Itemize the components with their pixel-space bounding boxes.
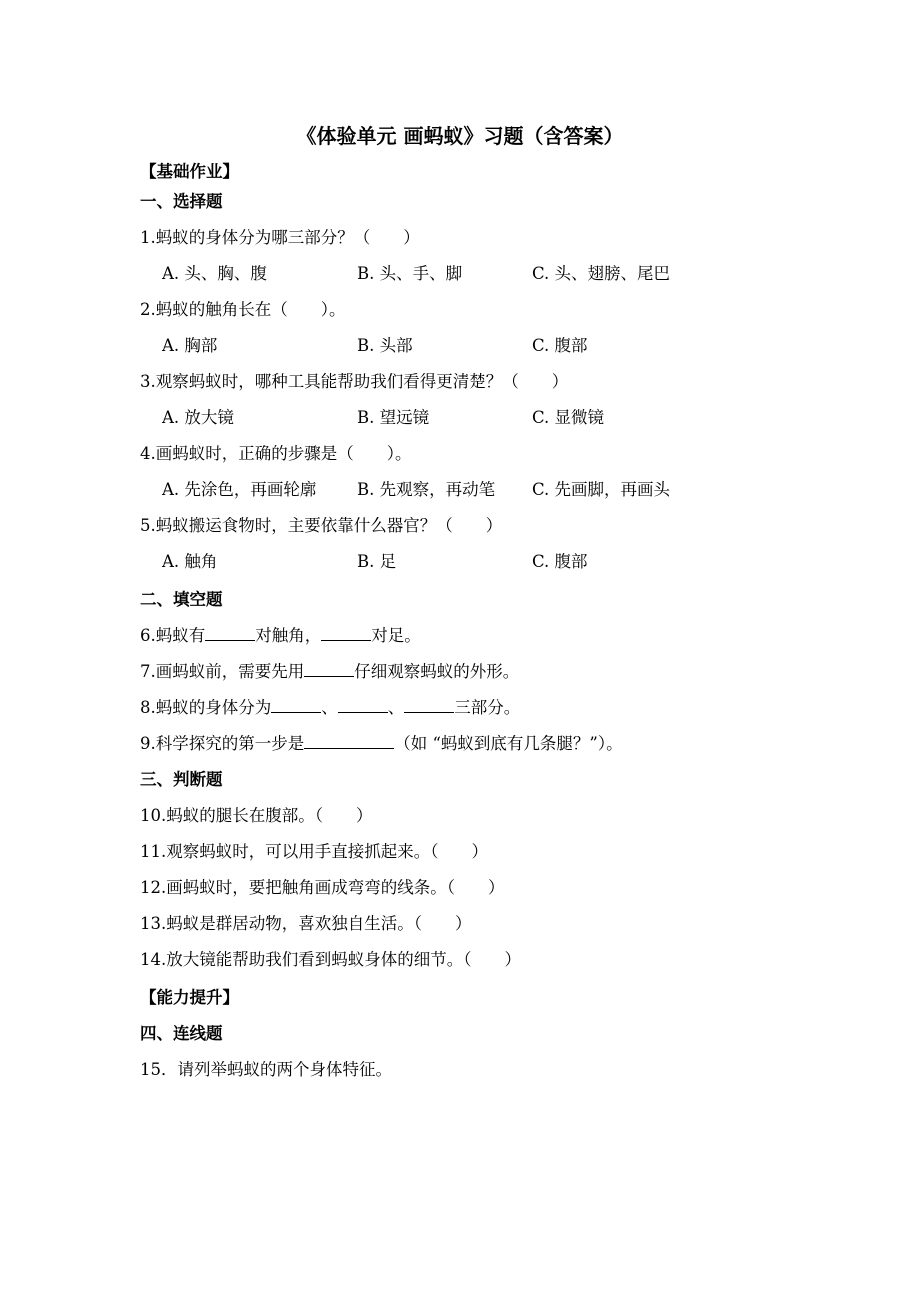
section-matching: 四、连线题 (140, 1024, 223, 1043)
question-6-text-b: 对触角， (255, 626, 322, 645)
option-a: A. 头、胸、腹 (162, 264, 267, 283)
answer-blank (205, 624, 255, 641)
answer-blank (321, 624, 371, 641)
question-6-text-c: 对足。 (371, 626, 421, 645)
question-8-text-a: 8.蚂蚁的身体分为 (140, 698, 272, 717)
option-a: A. 放大镜 (162, 408, 234, 427)
question-9-text-b: （如 “蚂蚁到底有几条腿？”）。 (394, 734, 623, 753)
section-basic: 【基础作业】 (140, 162, 239, 181)
answer-blank (304, 732, 394, 749)
question-9 (140, 732, 623, 756)
answer-blank (271, 696, 321, 713)
question-7-text-a: 7.画蚂蚁前，需要先用 (140, 662, 305, 681)
question-8 (140, 696, 520, 720)
option-a: A. 胸部 (162, 336, 218, 355)
option-c: C. 腹部 (532, 552, 588, 571)
question-5: 5.蚂蚁搬运食物时，主要依靠什么器官？（ ） (140, 516, 503, 535)
question-9-text-a: 9.科学探究的第一步是 (140, 734, 305, 753)
question-6-text-a: 6.蚂蚁有 (140, 626, 206, 645)
question-3: 3.观察蚂蚁时，哪种工具能帮助我们看得更清楚？（ ） (140, 372, 569, 391)
question-6 (140, 624, 421, 648)
option-c: C. 显微镜 (532, 408, 605, 427)
answer-blank (338, 696, 388, 713)
question-2: 2.蚂蚁的触角长在（ ）。 (140, 300, 346, 319)
option-b: B. 头、手、脚 (357, 264, 463, 283)
separator: 、 (321, 698, 338, 717)
question-13: 13.蚂蚁是群居动物，喜欢独自生活。（ ） (140, 914, 472, 933)
option-a: A. 先涂色，再画轮廓 (162, 480, 317, 499)
question-7-text-b: 仔细观察蚂蚁的外形。 (354, 662, 520, 681)
page-title: 《体验单元 画蚂蚁》习题（含答案） (296, 124, 624, 148)
answer-blank (404, 696, 454, 713)
question-8-text-b: 三部分。 (454, 698, 521, 717)
section-judge: 三、判断题 (140, 770, 223, 789)
question-7 (140, 660, 519, 684)
section-advanced: 【能力提升】 (140, 988, 239, 1007)
option-b: B. 先观察，再动笔 (357, 480, 496, 499)
question-12: 12.画蚂蚁时，要把触角画成弯弯的线条。（ ） (140, 878, 505, 897)
option-b: B. 望远镜 (357, 408, 430, 427)
option-b: B. 头部 (357, 336, 413, 355)
question-11: 11.观察蚂蚁时，可以用手直接抓起来。（ ） (140, 842, 488, 861)
option-c: C. 先画脚，再画头 (532, 480, 671, 499)
question-4: 4.画蚂蚁时，正确的步骤是（ ）。 (140, 444, 412, 463)
option-b: B. 足 (357, 552, 397, 571)
answer-blank (304, 660, 354, 677)
option-a: A. 触角 (162, 552, 218, 571)
separator: 、 (387, 698, 405, 717)
question-14: 14.放大镜能帮助我们看到蚂蚁身体的细节。（ ） (140, 950, 521, 969)
option-c: C. 头、翅膀、尾巴 (532, 264, 671, 283)
section-choice: 一、选择题 (140, 192, 223, 211)
question-10: 10.蚂蚁的腿长在腹部。（ ） (140, 806, 373, 825)
option-c: C. 腹部 (532, 336, 588, 355)
question-1: 1.蚂蚁的身体分为哪三部分？（ ） (140, 228, 420, 247)
section-fill: 二、填空题 (140, 590, 223, 609)
question-15: 15．请列举蚂蚁的两个身体特征。 (140, 1060, 392, 1079)
